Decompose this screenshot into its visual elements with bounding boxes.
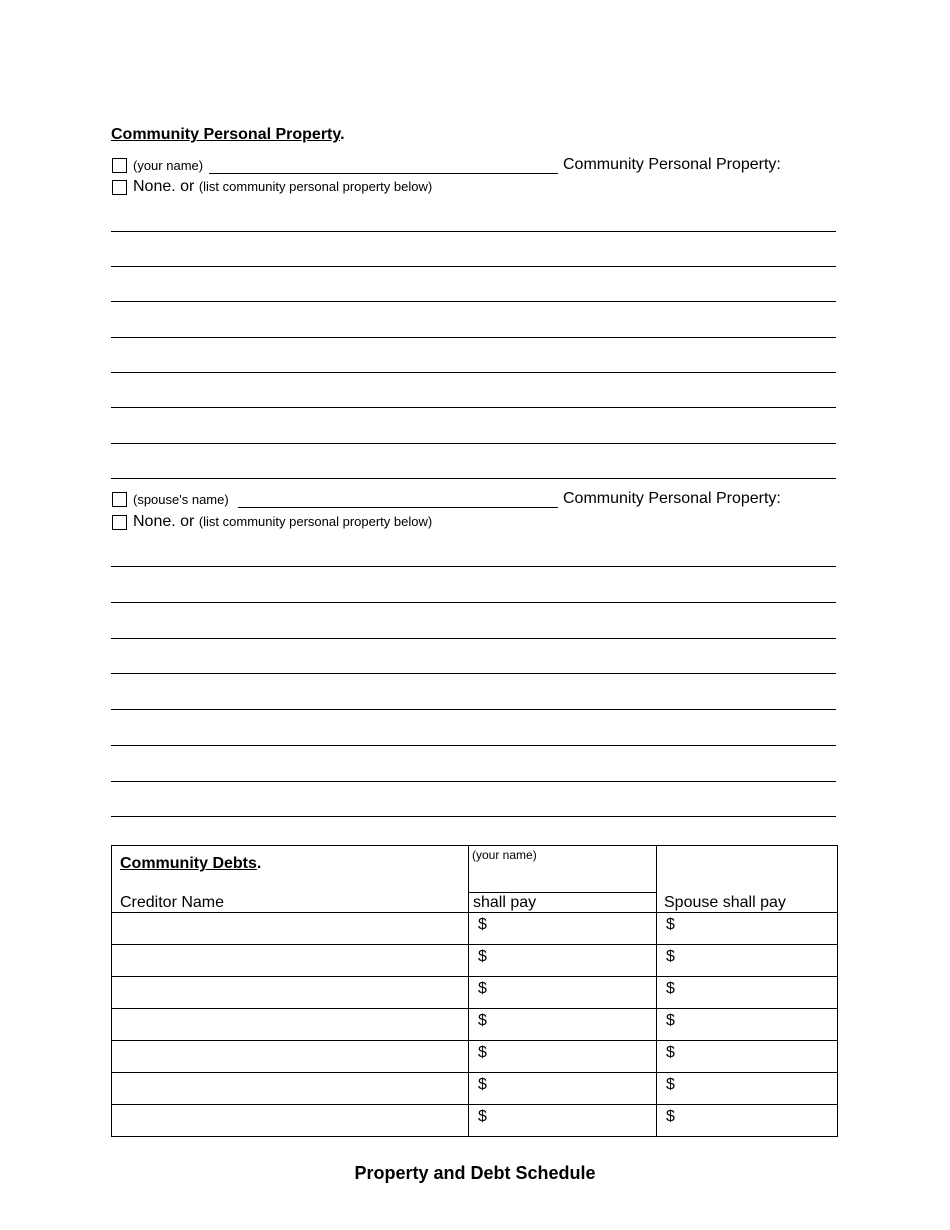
spouse-none-checkbox[interactable] <box>112 515 127 530</box>
your-property-line-7[interactable] <box>111 443 836 444</box>
creditor-name-cell[interactable] <box>112 913 469 945</box>
debt-row <box>112 1009 838 1041</box>
spouse-property-line-8[interactable] <box>111 816 836 817</box>
you-pay-cell[interactable] <box>469 913 657 945</box>
debt-row <box>112 1041 838 1073</box>
currency-symbol: $ <box>478 1108 487 1125</box>
you-pay-cell[interactable] <box>469 1009 657 1041</box>
creditor-name-cell[interactable] <box>112 1105 469 1137</box>
section-title-text: Community Personal Property <box>111 126 341 143</box>
you-pay-cell[interactable] <box>469 1041 657 1073</box>
currency-symbol: $ <box>478 948 487 965</box>
currency-symbol: $ <box>478 916 487 933</box>
you-pay-name-hint: (your name) <box>472 848 537 862</box>
spouse-pay-cell[interactable] <box>657 913 838 945</box>
debt-row <box>112 1073 838 1105</box>
page-footer-title: Property and Debt Schedule <box>354 1163 596 1183</box>
spouse-none-label: None. or <box>133 513 195 530</box>
you-pay-header: shall pay <box>473 894 537 911</box>
spouse-property-line-3[interactable] <box>111 638 836 639</box>
currency-symbol: $ <box>478 1044 487 1061</box>
creditor-name-cell[interactable] <box>112 1009 469 1041</box>
spouse-none-hint: (list community personal property below) <box>198 514 433 529</box>
you-pay-cell[interactable] <box>469 977 657 1009</box>
debts-title <box>120 855 261 873</box>
spouse-none-label-group <box>133 513 432 531</box>
debts-title-period: . <box>256 855 262 872</box>
your-none-checkbox[interactable] <box>112 180 127 195</box>
spouse-pay-cell[interactable] <box>657 1041 838 1073</box>
your-property-line-5[interactable] <box>111 372 836 373</box>
spouse-pay-header: Spouse shall pay <box>664 894 786 911</box>
currency-symbol: $ <box>666 1044 675 1061</box>
your-name-input[interactable] <box>209 173 558 174</box>
spouse-pay-header-cell <box>657 846 838 913</box>
spouse-name-input[interactable] <box>238 507 558 508</box>
creditor-name-cell[interactable] <box>112 977 469 1009</box>
spouse-name-hint: (spouse's name) <box>133 492 229 507</box>
debts-title-text: Community Debts <box>120 855 257 872</box>
currency-symbol: $ <box>478 1076 487 1093</box>
creditor-name-cell[interactable] <box>112 945 469 977</box>
debt-row <box>112 1105 838 1137</box>
your-name-hint: (your name) <box>133 158 204 173</box>
your-property-line-6[interactable] <box>111 407 836 408</box>
currency-symbol: $ <box>478 980 487 997</box>
currency-symbol: $ <box>666 1108 675 1125</box>
creditor-name-cell[interactable] <box>112 1073 469 1105</box>
debt-row <box>112 977 838 1009</box>
spouse-property-line-6[interactable] <box>111 745 836 746</box>
spouse-property-label: Community Personal Property: <box>563 490 781 507</box>
currency-symbol: $ <box>666 1076 675 1093</box>
your-name-checkbox[interactable] <box>112 158 127 173</box>
you-pay-header-cell <box>469 846 657 913</box>
creditor-header-cell <box>112 846 469 913</box>
your-property-line-1[interactable] <box>111 231 836 232</box>
debts-header-row <box>112 846 838 913</box>
spouse-property-line-1[interactable] <box>111 566 836 567</box>
spouse-pay-cell[interactable] <box>657 1073 838 1105</box>
debt-row <box>112 945 838 977</box>
spouse-pay-cell[interactable] <box>657 945 838 977</box>
currency-symbol: $ <box>666 916 675 933</box>
spouse-pay-cell[interactable] <box>657 1105 838 1137</box>
your-property-line-2[interactable] <box>111 266 836 267</box>
spouse-property-line-7[interactable] <box>111 781 836 782</box>
your-property-line-4[interactable] <box>111 337 836 338</box>
creditor-name-header: Creditor Name <box>120 894 225 911</box>
community-debts-table <box>111 845 838 1137</box>
spouse-property-line-5[interactable] <box>111 709 836 710</box>
you-pay-cell[interactable] <box>469 1073 657 1105</box>
debt-row <box>112 913 838 945</box>
spouse-property-line-2[interactable] <box>111 602 836 603</box>
your-none-hint: (list community personal property below) <box>198 179 433 194</box>
spouse-property-line-4[interactable] <box>111 673 836 674</box>
creditor-name-cell[interactable] <box>112 1041 469 1073</box>
your-none-label: None. or <box>133 178 195 195</box>
currency-symbol: $ <box>666 1012 675 1029</box>
spouse-pay-cell[interactable] <box>657 1009 838 1041</box>
currency-symbol: $ <box>666 980 675 997</box>
your-property-line-8[interactable] <box>111 478 836 479</box>
currency-symbol: $ <box>478 1012 487 1029</box>
section-title-period: . <box>340 126 345 143</box>
your-property-line-3[interactable] <box>111 301 836 302</box>
you-pay-cell[interactable] <box>469 1105 657 1137</box>
spouse-name-checkbox[interactable] <box>112 492 127 507</box>
you-pay-cell[interactable] <box>469 945 657 977</box>
section-title-community-personal-property <box>111 126 345 144</box>
your-property-label: Community Personal Property: <box>563 156 781 173</box>
you-pay-name-input[interactable] <box>468 892 657 893</box>
your-none-label-group <box>133 178 432 196</box>
spouse-pay-cell[interactable] <box>657 977 838 1009</box>
currency-symbol: $ <box>666 948 675 965</box>
